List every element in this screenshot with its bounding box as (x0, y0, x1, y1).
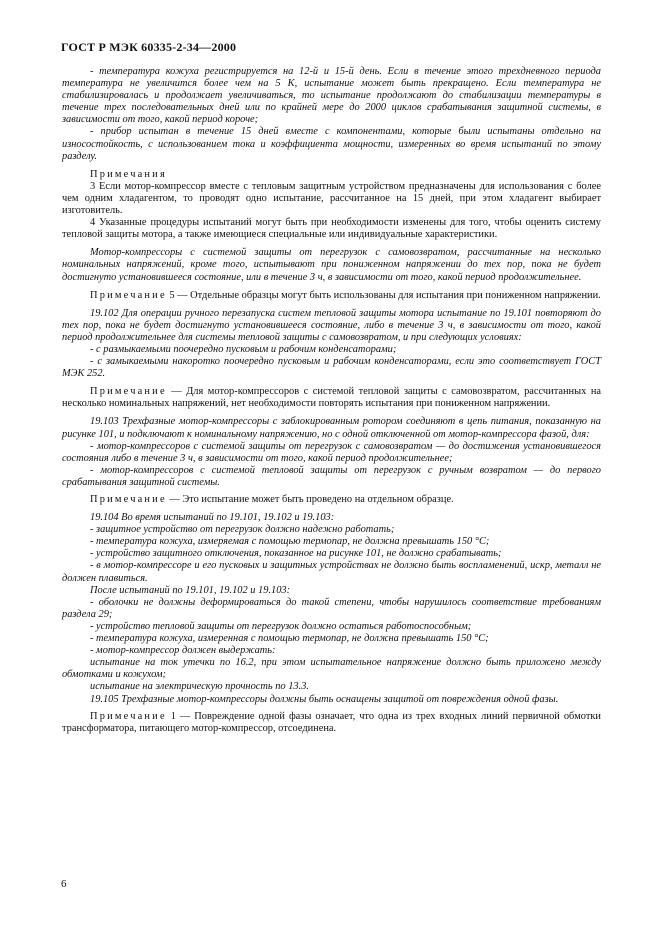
list-item: - мотор-компрессоров с системой тепловой защиты от перегрузок с ручным возвратом — до первого срабатывания защитной системы. (62, 464, 601, 488)
note-text: 1 — Повреждение одной фазы означает, что одна из трех входных линий первичной обмотки трансформатора, питающего мотор-компрессор, отсоединена. (62, 710, 601, 734)
body-paragraph: испытание на ток утечки по 16.2, при этом испытательное напряжение должно быть приложено между обмотками и кожухом; (62, 657, 601, 681)
list-item: - устройство тепловой защиты от перегрузок должно остаться работоспособным; (90, 620, 472, 632)
body-paragraph: Мотор-компрессоры с системой защиты от перегрузок с самовозвратом, рассчитанные на несколько номинальных напряжений, кроме того, испытывают при пониженном напряжении до тех пор, пока не будет достигнуто установившееся состояние, или в течение 3 ч, в зависимости от того, какой период продолжительнее. (62, 247, 601, 283)
clause-19-105: 19.105 Трехфазные мотор-компрессоры должны быть оснащены защитой от повреждения одной фазы. (90, 693, 559, 705)
page-number: 6 (61, 878, 67, 890)
note-paragraph (62, 711, 601, 735)
note-paragraph (62, 290, 601, 302)
list-item: - с замыкаемыми накоротко поочередно пусковым и рабочим конденсаторами, если это соответствует ГОСТ МЭК 252. (62, 356, 601, 380)
note-text: — Для мотор-компрессоров с системой тепловой защиты с самовозвратом, рассчитанных на несколько номинальных напряжений, нет необходимости повторять испытания при пониженном напряжении. (62, 386, 601, 410)
list-item: - в мотор-компрессоре и его пусковых и защитных устройствах не должно быть воспламенений, искр, металл не должен плавиться. (62, 560, 601, 584)
notes-heading: Примечания (90, 168, 167, 180)
clause-19-102: 19.102 Для операции ручного перезапуска систем тепловой защиты мотора испытание по 19.101 повторяют до тех пор, пока не будет достигнуто установившееся состояние, либо в течение 3 ч, в зависимости от того, какой период продолжительнее для системы тепловой защиты с самовозвратом, и при следующих условиях: (62, 307, 601, 343)
page-header: ГОСТ Р МЭК 60335-2-34—2000 (61, 40, 237, 54)
list-item: - мотор-компрессор должен выдержать: (90, 645, 276, 657)
list-item: - мотор-компрессоров с системой защиты от перегрузок с самовозвратом — до достижения установившегося состояния либо в течение 3 ч, в зависимости от того, какой период продолжительнее; (62, 440, 601, 464)
clause-19-104: 19.104 Во время испытаний по 19.101, 19.102 и 19.103: (90, 512, 335, 524)
note-label: Примечание (90, 386, 167, 398)
note-text: 5 — Отдельные образцы могут быть использованы для испытания при пониженном напряжении. (166, 289, 601, 301)
note-text: — Это испытание может быть проведено на отдельном образце. (166, 494, 454, 505)
list-item: - устройство защитного отключения, показанное на рисунке 101, не должно срабатывать; (90, 548, 502, 560)
clause-19-103: 19.103 Трехфазные мотор-компрессоры с заблокированным ротором соединяют в цепь питания, показанную на рисунке 101, и подключают к номинальному напряжению, но с одной отключенной от мотор-компрессора фазой, для: (62, 416, 601, 440)
list-item: - температура кожуха регистрируется на 12-й и 15-й день. Если в течение этого трехдневного периода температура не увеличится более чем на 5 К, испытание может быть прекращено. Если температура не стабилизировалась и продолжает увеличиваться, то испытание продолжают до стабилизации температуры в течение трех последовательных дней или по крайней мере до 2000 циклов срабатывания защитной системы, в зависимости от того, какой период короче; (62, 66, 601, 126)
body-paragraph: После испытаний по 19.101, 19.102 и 19.103: (90, 584, 291, 596)
list-item: - оболочки не должны деформироваться до такой степени, чтобы нарушилось соответствие требованиям раздела 29; (62, 596, 601, 620)
list-item: - температура кожуха, измеряемая с помощью термопар, не должна превышать 150 °С; (90, 536, 490, 548)
list-item: - с размыкаемыми поочередно пусковым и рабочим конденсаторами; (90, 343, 397, 355)
note-paragraph: 3 Если мотор-компрессор вместе с тепловым защитным устройством предназначены для использования с более чем одним хладагентом, то проводят одно испытание, рассчитанное на 15 дней, при этом хладагент выбирает изготовитель. (62, 180, 601, 217)
body-paragraph: испытание на электрическую прочность по 13.3. (90, 681, 309, 693)
note-paragraph (62, 386, 601, 410)
note-paragraph (62, 494, 601, 506)
document-body (62, 66, 601, 735)
list-item: - прибор испытан в течение 15 дней вместе с компонентами, которые были испытаны отдельно на износостойкость, с использованием тока и коэффициента мощности, измеренных во время испытаний по этому разделу. (62, 126, 601, 162)
list-item: - защитное устройство от перегрузок должно надежно работать; (90, 524, 395, 536)
note-label: Примечание (90, 289, 167, 301)
note-paragraph: 4 Указанные процедуры испытаний могут быть при необходимости изменены для того, чтобы оценить систему тепловой защиты мотора, а также имеющиеся специальные или индивидуальные характеристики. (62, 217, 601, 241)
list-item: - температура кожуха, измеренная с помощью термопар, не должна превышать 150 °С; (90, 633, 489, 645)
note-label: Примечание (90, 710, 167, 722)
note-label: Примечание (90, 494, 167, 505)
